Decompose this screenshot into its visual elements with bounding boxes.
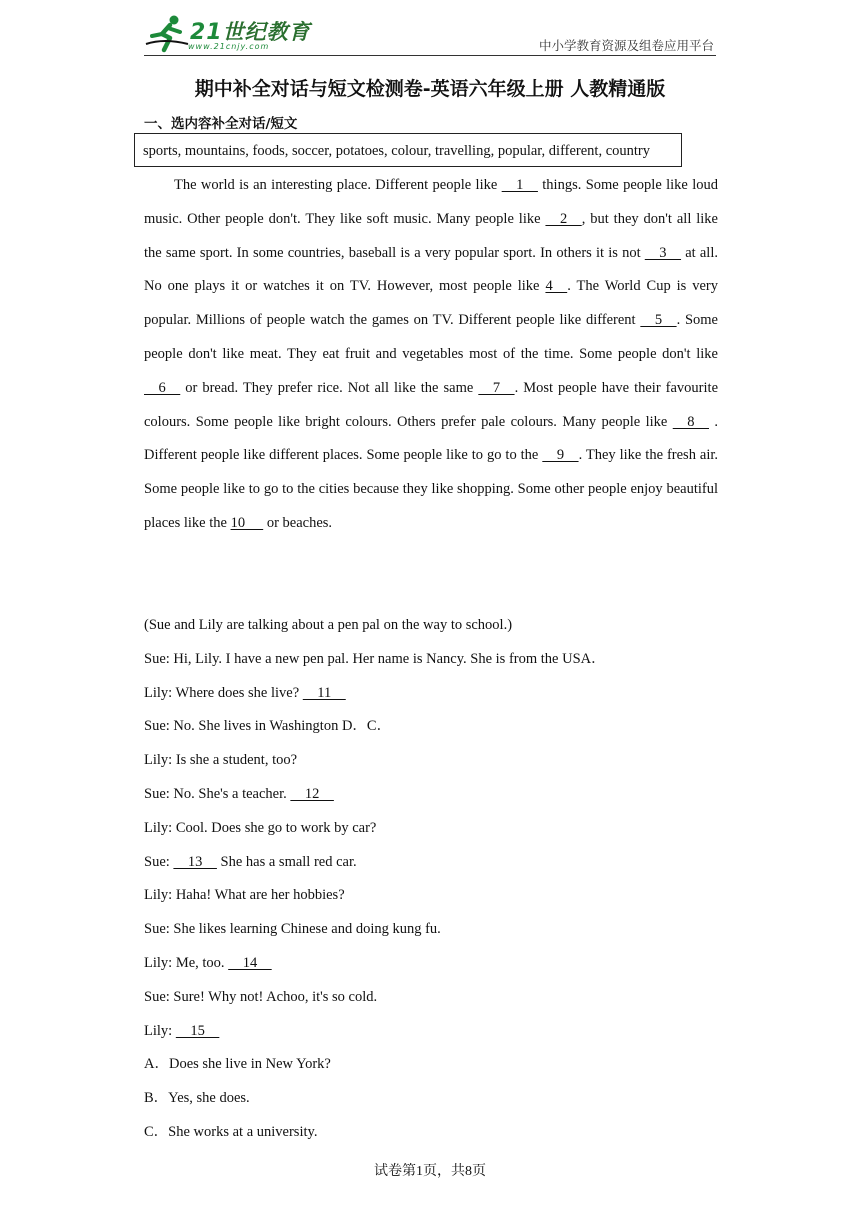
blank-6: 6 (144, 379, 181, 396)
cloze-passage (144, 169, 718, 541)
passage-text: , but they don't all like the same sport. In some countries, baseball is a very popular sport. In others it is not (144, 210, 718, 261)
passage-text: things. Some people like loud music. Other people don't. They like soft music. Many people like (144, 177, 718, 227)
page-title: 期中补全对话与短文检测卷-英语六年级上册 人教精通版 (194, 78, 666, 100)
dialogue-line: (Sue and Lily are talking about a pen pal on the way to school.) (144, 617, 513, 633)
blank-13: 13 (173, 853, 217, 870)
option-c: C．She works at a university. (144, 1123, 318, 1140)
passage-text: at all. No one plays it or watches it on TV. However, most people like (144, 244, 718, 295)
blank-4: 4 (545, 278, 568, 295)
platform-name: 中小学教育资源及组卷应用平台 (538, 38, 714, 53)
dialogue-line: Lily: Cool. Does she go to work by car? (144, 819, 377, 836)
passage-text: or beaches. (263, 514, 333, 531)
blank-2: 2 (545, 210, 582, 227)
dialogue-section (144, 609, 724, 1150)
blank-1: 1 (501, 177, 538, 193)
passage-text: The world is an interesting place. Different people like (174, 177, 502, 193)
passage-text: . They like the fresh air. Some people like to go to the cities because they like shopping. Some other people enjoy beautiful places like the (144, 447, 719, 531)
option-a: A．Does she live in New York? (144, 1056, 331, 1073)
blank-5: 5 (640, 312, 677, 329)
dialogue-line: Sue: She likes learning Chinese and doing kung fu. (144, 921, 441, 938)
blank-14: 14 (228, 954, 272, 971)
blank-12: 12 (290, 785, 334, 802)
dialogue-line: Lily: Me, too. 14 (144, 947, 724, 981)
blank-10: 10 (230, 514, 264, 531)
blank-8: 8 (672, 413, 709, 430)
dialogue-line: Lily: Is she a student, too? (144, 752, 298, 769)
dialogue-line: Sue: No. She's a teacher. 12 (144, 778, 724, 812)
passage-text: or bread. They prefer rice. Not all like the same (180, 379, 479, 396)
blank-7: 7 (478, 379, 515, 396)
logo-url: www.21cnjy.com (188, 42, 270, 51)
page-header (144, 14, 716, 56)
page-footer: 试卷第1页，共8页 (374, 1164, 486, 1179)
logo-text: 21世纪教育 (190, 20, 311, 45)
option-b: B．Yes, she does. (144, 1090, 250, 1107)
word-bank-box: sports, mountains, foods, soccer, potatoes, colour, travelling, popular, different, country (134, 133, 682, 167)
dialogue-line: Lily: Where does she live? 11 (144, 677, 724, 711)
blank-3: 3 (644, 244, 682, 261)
dialogue-line: Lily: Haha! What are her hobbies? (144, 887, 345, 904)
passage-text: . Different people like different places. Some people like to go to the (144, 413, 719, 464)
dialogue-line: Sue: 13 She has a small red car. (144, 846, 724, 880)
passage-text: . The World Cup is very popular. Millions of people watch the games on TV. Different people like different (144, 278, 718, 329)
dialogue-line: Lily: 15 (144, 1015, 724, 1049)
passage-text: . Some people don't like meat. They eat fruit and vegetables most of the time. Some people don't like (144, 312, 718, 362)
dialogue-line: Sue: No. She lives in Washington D．C． (144, 718, 392, 735)
blank-11: 11 (302, 684, 346, 701)
logo (144, 14, 314, 54)
section-heading: 一、选内容补全对话/短文 (144, 116, 298, 132)
dialogue-line: Sue: Hi, Lily. I have a new pen pal. Her name is Nancy. She is from the USA． (144, 650, 606, 667)
blank-9: 9 (542, 447, 579, 464)
dialogue-line: Sue: Sure! Why not! Achoo, it's so cold. (144, 988, 378, 1005)
header-divider (144, 55, 716, 56)
runner-logo-icon (144, 14, 190, 54)
blank-15: 15 (175, 1022, 220, 1039)
passage-text: . Most people have their favourite colours. Some people like bright colours. Others prefer pale colours. Many people like (144, 379, 719, 430)
